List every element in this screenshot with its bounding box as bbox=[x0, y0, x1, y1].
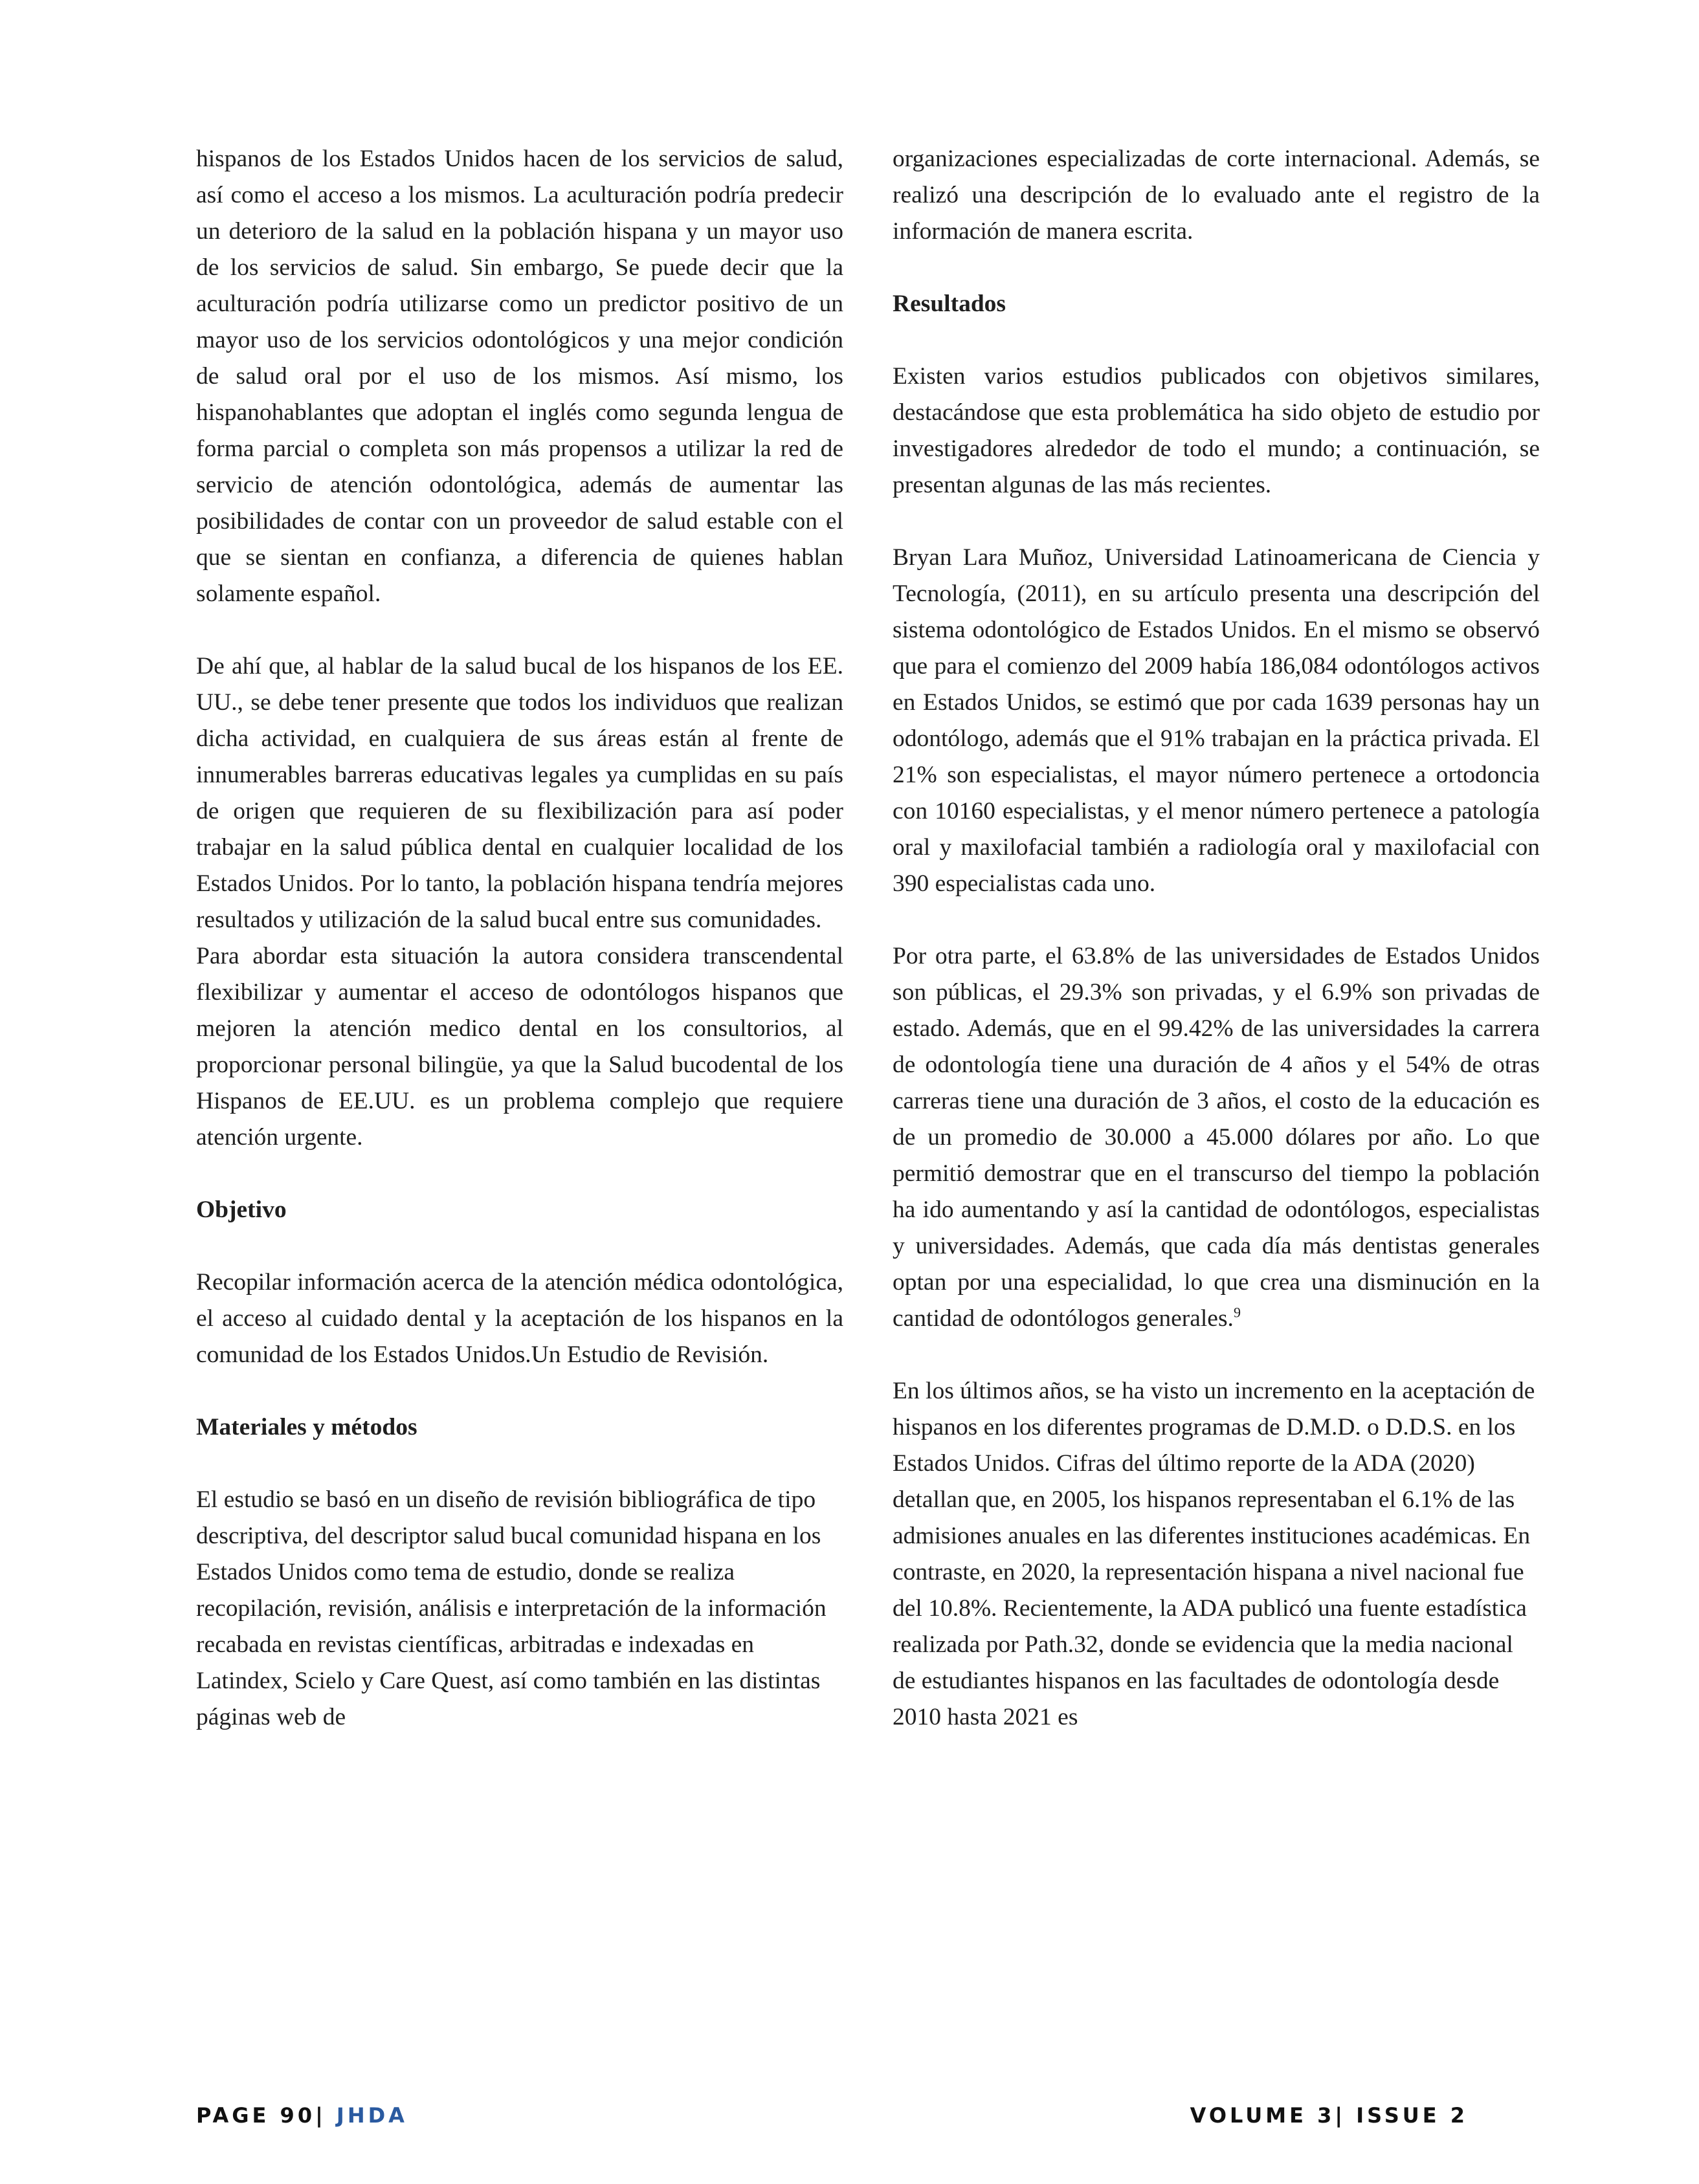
right-paragraph-1: organizaciones especializadas de corte internacional. Además, se realizó una descripción de lo evaluado ante el registro de la información de manera escrita. bbox=[893, 146, 1540, 245]
footer-page-info bbox=[196, 2103, 408, 2128]
left-paragraph-1: hispanos de los Estados Unidos hacen de los servicios de salud, así como el acceso a los mismos. La aculturación podría predecir un deterioro de la salud en la población hispana y un mayor uso de los servicios de salud. Sin embargo, Se puede decir que la aculturación podría utilizarse como un predictor positivo de un mayor uso de los servicios odontológicos y una mejor condición de salud oral por el uso de los mismos. Así mismo, los hispanohablantes que adoptan el inglés como segunda lengua de forma parcial o completa son más propensos a utilizar la red de servicio de atención odontológica, además de aumentar las posibilidades de contar con un proveedor de salud estable con el que se sientan en confianza, a diferencia de quienes hablan solamente español. bbox=[196, 146, 843, 607]
left-column bbox=[196, 141, 843, 1736]
right-paragraph-4-container bbox=[893, 938, 1540, 1337]
right-column bbox=[893, 141, 1540, 1736]
right-paragraph-5: En los últimos años, se ha visto un incremento en la aceptación de hispanos en los diferentes programas de D.M.D. o D.D.S. en los Estados Unidos. Cifras del último reporte de la ADA (2020) detallan que, en 2005, los hispanos representaban el 6.1% de las admisiones anuales en las diferentes instituciones académicas. En contraste, en 2020, la representación hispana a nivel nacional fue del 10.8%. Recientemente, la ADA publicó una fuente estadística realizada por Path.32, donde se evidencia que la media nacional de estudiantes hispanos en las facultades de odontología desde 2010 hasta 2021 es bbox=[893, 1378, 1535, 1730]
materiales-paragraph: El estudio se basó en un diseño de revisión bibliográfica de tipo descriptiva, del descriptor salud bucal comunidad hispana en los Estados Unidos como tema de estudio, donde se realiza recopilación, revisión, análisis e interpretación de la información recabada en revistas científicas, arbitradas e indexadas en Latindex, Scielo y Care Quest, así como también en las distintas páginas web de bbox=[196, 1486, 827, 1730]
heading-objetivo: Objetivo bbox=[196, 1197, 287, 1223]
left-paragraph-3: Para abordar esta situación la autora considera transcendental flexibilizar y aumentar el acceso de odontólogos hispanos que mejoren la atención medico dental en los consultorios, al proporcionar personal bilingüe, ya que la Salud bucodental de los Hispanos de EE.UU. es un problema complejo que requiere atención urgente. bbox=[196, 943, 843, 1151]
heading-resultados: Resultados bbox=[893, 291, 1006, 317]
right-paragraph-2: Existen varios estudios publicados con objetivos similares, destacándose que esta problemática ha sido objeto de estudio por investigadores alrededor de todo el mundo; a continuación, se presentan algunas de las más recientes. bbox=[893, 363, 1540, 498]
footer-journal-name: JHDA bbox=[336, 2103, 408, 2128]
right-paragraph-4: Por otra parte, el 63.8% de las universidades de Estados Unidos son públicas, el 29.3% son privadas, y el 6.9% son privadas de estado. Además, que en el 99.42% de las universidades la carrera de odontología tiene una duración de 4 años y el 54% de otras carreras tiene una duración de 3 años, el costo de la educación es de un promedio de 30.000 a 45.000 dólares por año. Lo que permitió demostrar que en el transcurso del tiempo la población ha ido aumentando y así la cantidad de odontólogos, especialistas y universidades. Además, que cada día más dentistas generales optan por una especialidad, lo que crea una disminución en la cantidad de odontólogos generales. bbox=[893, 943, 1540, 1332]
objetivo-paragraph: Recopilar información acerca de la atención médica odontológica, el acceso al cuidado dental y la aceptación de los hispanos en la comunidad de los Estados Unidos.Un Estudio de Revisión. bbox=[196, 1269, 843, 1368]
heading-materiales-metodos: Materiales y métodos bbox=[196, 1414, 417, 1440]
footer-volume-issue: VOLUME 3| ISSUE 2 bbox=[1190, 2103, 1468, 2128]
reference-superscript: 9 bbox=[1233, 1304, 1241, 1321]
left-paragraph-2: De ahí que, al hablar de la salud bucal de los hispanos de los EE. UU., se debe tener presente que todos los individuos que realizan dicha actividad, en cualquiera de sus áreas están al frente de innumerables barreras educativas legales ya cumplidas en su país de origen que requieren de su flexibilización para así poder trabajar en la salud pública dental en cualquier localidad de los Estados Unidos. Por lo tanto, la población hispana tendría mejores resultados y utilización de la salud bucal entre sus comunidades. bbox=[196, 653, 843, 933]
right-paragraph-3: Bryan Lara Muñoz, Universidad Latinoamericana de Ciencia y Tecnología, (2011), en su artículo presenta una descripción del sistema odontológico de Estados Unidos. En el mismo se observó que para el comienzo del 2009 había 186,084 odontólogos activos en Estados Unidos, se estimó que por cada 1639 personas hay un odontólogo, además que el 91% trabajan en la práctica privada. El 21% son especialistas, el mayor número pertenece a ortodoncia con 10160 especialistas, y el menor número pertenece a patología oral y maxilofacial también a radiología oral y maxilofacial con 390 especialistas cada uno. bbox=[893, 544, 1540, 897]
footer-page-label: PAGE 90| bbox=[196, 2103, 326, 2128]
